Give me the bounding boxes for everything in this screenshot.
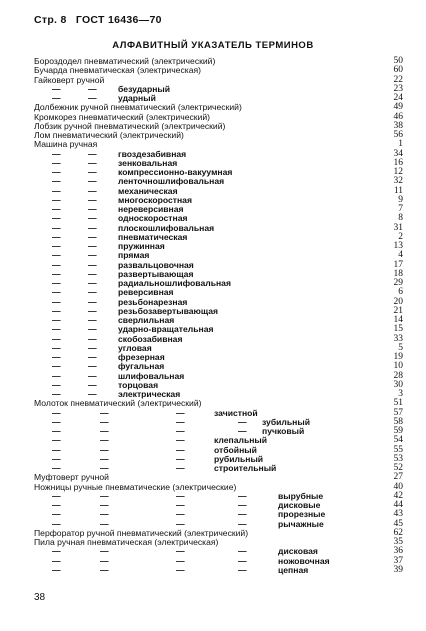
index-term: компрессионно-вакуумная <box>118 167 233 177</box>
index-term: дисковая <box>278 546 318 557</box>
index-page-ref: 53 <box>393 453 403 464</box>
index-term: дисковые <box>278 500 321 510</box>
ditto-dash: — <box>52 546 61 557</box>
ditto-dash: — <box>88 287 97 298</box>
index-term: радиальношлифовальная <box>118 278 231 288</box>
index-term: цепная <box>278 564 309 575</box>
index-page-ref: 35 <box>393 537 403 547</box>
index-term: пучковый <box>262 426 305 436</box>
index-page-ref: 20 <box>393 296 403 307</box>
list-item <box>0 335 426 344</box>
index-page-ref: 39 <box>393 564 403 575</box>
ditto-dash: — <box>52 342 61 353</box>
list-item <box>0 362 426 371</box>
index-term: угловая <box>118 342 152 353</box>
ditto-dash: — <box>100 500 109 510</box>
index-term: резьбозавертывающая <box>118 305 219 316</box>
ditto-dash: — <box>176 490 185 501</box>
index-term: безударный <box>118 83 171 94</box>
index-page-ref: 4 <box>398 250 403 261</box>
index-page-ref: 44 <box>393 500 403 510</box>
ditto-dash: — <box>88 148 97 159</box>
index-page-ref: 7 <box>398 204 403 214</box>
index-term: развальцовочная <box>118 259 194 270</box>
running-header <box>34 14 168 26</box>
index-term: механическая <box>118 185 178 196</box>
index-page-ref: 42 <box>393 490 403 501</box>
index-page-ref: 46 <box>393 111 403 122</box>
list-item <box>0 325 426 334</box>
standard-code: ГОСТ 16436—70 <box>75 14 162 26</box>
index-page-ref: 56 <box>393 130 403 140</box>
index-page-ref: 22 <box>393 74 403 85</box>
index-term: Муфтоверт ручной <box>34 472 109 483</box>
ditto-dash: — <box>88 167 97 177</box>
ditto-dash: — <box>100 435 109 446</box>
list-item <box>0 492 426 501</box>
index-page-ref: 3 <box>398 389 403 399</box>
index-page-ref: 55 <box>393 444 403 455</box>
ditto-dash: — <box>52 222 61 233</box>
index-term: односкоростная <box>118 213 188 224</box>
index-page-ref: 49 <box>393 102 403 113</box>
ditto-dash: — <box>100 444 109 455</box>
index-term: плоскошлифовальная <box>118 222 215 233</box>
list-item <box>0 427 426 436</box>
ditto-dash: — <box>88 204 97 214</box>
list-item <box>0 251 426 260</box>
index-page-ref: 2 <box>398 231 403 242</box>
ditto-dash: — <box>88 324 97 335</box>
list-item <box>0 242 426 251</box>
index-page-ref: 30 <box>393 379 403 390</box>
ditto-dash: — <box>88 259 97 270</box>
ditto-dash: — <box>52 361 61 372</box>
ditto-dash: — <box>100 426 109 436</box>
index-term: Перфоратор ручной пневматический (электрический) <box>34 527 249 538</box>
list-item <box>0 140 426 149</box>
ditto-dash: — <box>176 546 185 557</box>
list-item <box>0 261 426 270</box>
ditto-dash: — <box>52 167 61 177</box>
list-item <box>0 233 426 242</box>
ditto-dash: — <box>88 333 97 344</box>
ditto-dash: — <box>52 564 61 575</box>
ditto-dash: — <box>88 157 97 168</box>
ditto-dash: — <box>88 213 97 224</box>
index-page-ref: 18 <box>393 268 403 279</box>
index-term: фугальная <box>118 361 165 372</box>
index-page-ref: 1 <box>398 139 403 150</box>
ditto-dash: — <box>176 407 185 418</box>
index-term: торцовая <box>118 379 159 390</box>
index-term: резьбонарезная <box>118 296 188 307</box>
index-term: строительный <box>214 463 277 473</box>
ditto-dash: — <box>52 426 61 436</box>
ditto-dash: — <box>88 231 97 242</box>
list-item <box>0 224 426 233</box>
ditto-dash: — <box>100 416 109 427</box>
ditto-dash: — <box>100 453 109 464</box>
ditto-dash: — <box>176 463 185 473</box>
ditto-dash: — <box>52 444 61 455</box>
index-term: многоскоростная <box>118 194 192 205</box>
ditto-dash: — <box>52 555 61 566</box>
list-item <box>0 279 426 288</box>
index-page-ref: 33 <box>393 333 403 344</box>
ditto-dash: — <box>52 315 61 325</box>
index-page-ref: 8 <box>398 213 403 224</box>
index-term: Лом пневматический (электрический) <box>34 130 184 140</box>
ditto-dash: — <box>52 241 61 251</box>
index-term: зубильный <box>262 416 310 427</box>
list-item <box>0 196 426 205</box>
index-term: сверлильная <box>118 315 175 325</box>
list-item <box>0 538 426 547</box>
ditto-dash: — <box>88 250 97 261</box>
index-term: скобозабивная <box>118 333 183 344</box>
ditto-dash: — <box>176 518 185 529</box>
list-item <box>0 566 426 575</box>
ditto-dash: — <box>52 352 61 362</box>
index-page-ref: 31 <box>393 222 403 233</box>
index-term: нереверсивная <box>118 204 184 214</box>
list-item <box>0 557 426 566</box>
list-item <box>0 547 426 556</box>
list-item <box>0 103 426 112</box>
index-page-ref: 10 <box>393 361 403 372</box>
ditto-dash: — <box>100 518 109 529</box>
index-page-ref: 57 <box>393 407 403 418</box>
index-page-ref: 38 <box>393 120 403 131</box>
ditto-dash: — <box>88 315 97 325</box>
index-page-ref: 28 <box>393 370 403 381</box>
ditto-dash: — <box>52 83 61 94</box>
ditto-dash: — <box>52 296 61 307</box>
ditto-dash: — <box>52 379 61 390</box>
ditto-dash: — <box>238 564 247 575</box>
index-term: фрезерная <box>118 352 165 362</box>
index-term: вырубные <box>278 490 324 501</box>
index-page-ref: 37 <box>393 555 403 566</box>
index-term: прорезные <box>278 509 326 520</box>
ditto-dash: — <box>52 287 61 298</box>
list-item <box>0 399 426 408</box>
ditto-dash: — <box>52 176 61 187</box>
ditto-dash: — <box>176 555 185 566</box>
ditto-dash: — <box>88 296 97 307</box>
ditto-dash: — <box>176 426 185 436</box>
ditto-dash: — <box>238 416 247 427</box>
index-page-ref: 16 <box>393 157 403 168</box>
ditto-dash: — <box>176 453 185 464</box>
index-term: электрическая <box>118 389 181 399</box>
index-term: шлифовальная <box>118 370 185 381</box>
ditto-dash: — <box>100 564 109 575</box>
ditto-dash: — <box>52 370 61 381</box>
index-term: рубильный <box>214 453 264 464</box>
index-term: развертывающая <box>118 268 194 279</box>
index-term: Молоток пневматический (электрический) <box>34 398 202 409</box>
list-item <box>0 307 426 316</box>
index-term: клепальный <box>214 435 268 446</box>
ditto-dash: — <box>52 407 61 418</box>
index-page-ref: 24 <box>393 93 403 103</box>
index-term: ленточношлифовальная <box>118 176 225 187</box>
index-term: Кромкорез пневматический (электрический) <box>34 111 210 122</box>
ditto-dash: — <box>52 435 61 446</box>
list-item <box>0 436 426 445</box>
index-page-ref: 40 <box>393 481 403 492</box>
index-term: гвоздезабивная <box>118 148 187 159</box>
ditto-dash: — <box>238 426 247 436</box>
ditto-dash: — <box>52 500 61 510</box>
ditto-dash: — <box>100 407 109 418</box>
ditto-dash: — <box>52 509 61 520</box>
ditto-dash: — <box>52 250 61 261</box>
ditto-dash: — <box>88 268 97 279</box>
index-term: зенковальная <box>118 157 178 168</box>
index-term: Бучарда пневматическая (электрическая) <box>34 65 201 76</box>
list-item <box>0 418 426 427</box>
index-term: ударный <box>118 93 156 103</box>
page-label: Стр. 8 <box>34 14 67 26</box>
ditto-dash: — <box>52 204 61 214</box>
ditto-dash: — <box>88 222 97 233</box>
index-page-ref: 14 <box>393 315 403 325</box>
ditto-dash: — <box>88 278 97 288</box>
ditto-dash: — <box>100 509 109 520</box>
list-item <box>0 177 426 186</box>
list-item <box>0 473 426 482</box>
index-page-ref: 12 <box>393 167 403 177</box>
index-page-ref: 15 <box>393 324 403 335</box>
ditto-dash: — <box>88 361 97 372</box>
list-item <box>0 381 426 390</box>
ditto-dash: — <box>238 500 247 510</box>
index-term: Пила ручная пневматическая (электрическая) <box>34 537 219 547</box>
index-term: зачистной <box>214 407 258 418</box>
ditto-dash: — <box>238 546 247 557</box>
index-page-ref: 54 <box>393 435 403 446</box>
ditto-dash: — <box>238 518 247 529</box>
ditto-dash: — <box>100 546 109 557</box>
index-page-ref: 59 <box>393 426 403 436</box>
index-page-ref: 5 <box>398 342 403 353</box>
ditto-dash: — <box>88 93 97 103</box>
list-item <box>0 214 426 223</box>
index-term: Бороздодел пневматический (электрический) <box>34 56 216 66</box>
ditto-dash: — <box>88 370 97 381</box>
index-term: Лобзик ручной пневматический (электрический) <box>34 120 226 131</box>
ditto-dash: — <box>238 509 247 520</box>
ditto-dash: — <box>52 453 61 464</box>
index-term: Долбежник ручной пневматический (электрический) <box>34 102 242 113</box>
ditto-dash: — <box>52 259 61 270</box>
ditto-dash: — <box>52 185 61 196</box>
ditto-dash: — <box>52 268 61 279</box>
ditto-dash: — <box>176 564 185 575</box>
ditto-dash: — <box>88 379 97 390</box>
index-term: пружинная <box>118 241 165 251</box>
list-item <box>0 501 426 510</box>
list-item <box>0 344 426 353</box>
ditto-dash: — <box>176 500 185 510</box>
index-term: реверсивная <box>118 287 174 298</box>
index-page-ref: 34 <box>393 148 403 159</box>
ditto-dash: — <box>52 157 61 168</box>
ditto-dash: — <box>52 305 61 316</box>
ditto-dash: — <box>100 555 109 566</box>
ditto-dash: — <box>52 463 61 473</box>
index-page-ref: 52 <box>393 463 403 473</box>
list-item <box>0 483 426 492</box>
ditto-dash: — <box>88 305 97 316</box>
index-page-ref: 51 <box>393 398 403 409</box>
index-term: пневматическая <box>118 231 188 242</box>
list-item <box>0 76 426 85</box>
list-item <box>0 446 426 455</box>
ditto-dash: — <box>52 213 61 224</box>
ditto-dash: — <box>52 231 61 242</box>
list-item <box>0 205 426 214</box>
ditto-dash: — <box>88 241 97 251</box>
index-page-ref: 45 <box>393 518 403 529</box>
ditto-dash: — <box>100 463 109 473</box>
ditto-dash: — <box>52 278 61 288</box>
index-page-ref: 32 <box>393 176 403 187</box>
list-item <box>0 455 426 464</box>
index-page-ref: 58 <box>393 416 403 427</box>
index-page-ref: 21 <box>393 305 403 316</box>
list-item <box>0 187 426 196</box>
ditto-dash: — <box>88 352 97 362</box>
ditto-dash: — <box>88 185 97 196</box>
ditto-dash: — <box>88 194 97 205</box>
list-item <box>0 372 426 381</box>
index-term: ножовочная <box>278 555 330 566</box>
ditto-dash: — <box>52 93 61 103</box>
index-title: АЛФАВИТНЫЙ УКАЗАТЕЛЬ ТЕРМИНОВ <box>112 40 314 51</box>
index-page-ref: 36 <box>393 546 403 557</box>
list-item <box>0 353 426 362</box>
ditto-dash: — <box>52 490 61 501</box>
index-page-ref: 9 <box>398 194 403 205</box>
list-item <box>0 150 426 159</box>
index-page-ref: 17 <box>393 259 403 270</box>
ditto-dash: — <box>238 490 247 501</box>
ditto-dash: — <box>88 83 97 94</box>
list-item <box>0 409 426 418</box>
index-term: Машина ручная <box>34 139 98 150</box>
index-term: отбойный <box>214 444 257 455</box>
ditto-dash: — <box>88 342 97 353</box>
list-item <box>0 66 426 75</box>
ditto-dash: — <box>100 490 109 501</box>
index-page-ref: 43 <box>393 509 403 520</box>
list-item <box>0 288 426 297</box>
index-page-ref: 23 <box>393 83 403 94</box>
ditto-dash: — <box>52 194 61 205</box>
ditto-dash: — <box>88 389 97 399</box>
index-term: Гайковерт ручной <box>34 74 105 85</box>
index-page-ref: 13 <box>393 241 403 251</box>
index-page-ref: 27 <box>393 472 403 483</box>
ditto-dash: — <box>52 324 61 335</box>
index-page-ref: 50 <box>393 56 403 66</box>
ditto-dash: — <box>52 389 61 399</box>
list-item <box>0 510 426 519</box>
ditto-dash: — <box>52 148 61 159</box>
page-number: 38 <box>34 592 46 603</box>
ditto-dash: — <box>176 444 185 455</box>
index-term: прямая <box>118 250 150 261</box>
index-page-ref: 62 <box>393 527 403 538</box>
ditto-dash: — <box>52 416 61 427</box>
index-page-ref: 11 <box>393 185 403 196</box>
ditto-dash: — <box>88 176 97 187</box>
ditto-dash: — <box>176 416 185 427</box>
ditto-dash: — <box>176 509 185 520</box>
index-page-ref: 6 <box>398 287 403 298</box>
ditto-dash: — <box>52 333 61 344</box>
index-term: рычажные <box>278 518 324 529</box>
ditto-dash: — <box>176 435 185 446</box>
index-term: ударно-вращательная <box>118 324 214 335</box>
index-term: Ножницы ручные пневматические (электрические) <box>34 481 237 492</box>
ditto-dash: — <box>52 518 61 529</box>
index-page-ref: 60 <box>393 65 403 76</box>
list-item <box>0 85 426 94</box>
index-page-ref: 19 <box>393 352 403 362</box>
index-page-ref: 29 <box>393 278 403 288</box>
ditto-dash: — <box>238 555 247 566</box>
